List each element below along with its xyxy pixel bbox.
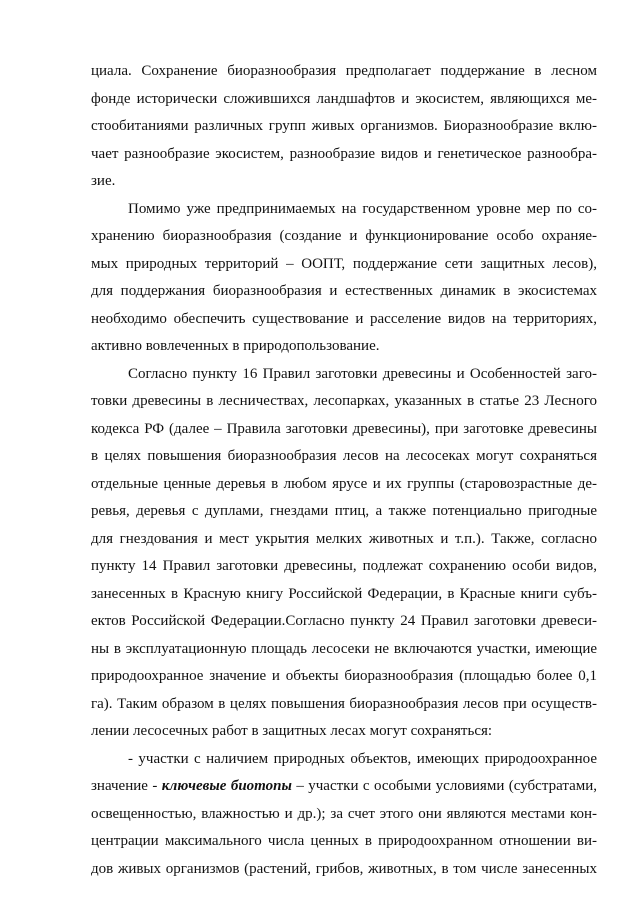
text-line: хранению биоразнообразия (создание и функционирование особо охраняе-: [91, 228, 597, 244]
text-line: природоохранное значение и объекты биоразнообразия (площадью более 0,1: [91, 668, 597, 684]
text-line: Согласно пункту 16 Правил заготовки древесины и Особенностей заго-: [128, 365, 597, 382]
text-line: освещенностью, влажностью и др.); за счет этого они являются местами кон-: [91, 805, 597, 822]
text-line: лении лесосечных работ в защитных лесах могут сохраняться:: [91, 723, 493, 739]
text-line: кодекса РФ (далее – Правила заготовки древесины), при заготовке древесины: [91, 420, 597, 437]
body-text: [91, 58, 597, 883]
text-line: ны в эксплуатационную площадь лесосеки не включаются участки, имеющие: [91, 640, 597, 657]
text-line: занесенных в Красную книгу Российской Федерации, в Красные книги субъ-: [91, 585, 597, 602]
text-line: центрации максимального числа ценных в природоохранном отношении ви-: [91, 833, 597, 849]
text-line: фонде исторически сложившихся ландшафтов и экосистем, являющихся ме-: [91, 90, 597, 107]
text-line: циала. Сохранение биоразнообразия предполагает поддержание в лесном: [91, 63, 597, 79]
text-line: дов живых организмов (растений, грибов, животных, в том числе занесенных: [91, 860, 597, 877]
text-line: зие.: [91, 173, 116, 189]
text-line: чает разнообразие экосистем, разнообразие видов и генетическое разнообра-: [91, 145, 597, 162]
text-fragment: – участки с особыми условиями (субстратами,: [291, 778, 597, 794]
text-line: необходимо обеспечить существование и расселение видов на территориях,: [91, 310, 597, 327]
text-line: для гнездования и мест укрытия мелких животных и т.п.). Также, согласно: [91, 530, 597, 547]
text-line: мых природных территорий – ООПТ, поддержание сети защитных лесов),: [91, 255, 597, 272]
text-line: ектов Российской Федерации.Согласно пункту 24 Правил заготовки древеси-: [91, 613, 597, 629]
text-fragment: значение -: [91, 778, 162, 794]
text-line: стообитаниями различных групп живых организмов. Биоразнообразие вклю-: [91, 118, 597, 134]
text-line: в целях повышения биоразнообразия лесов на лесосеках могут сохраняться: [91, 448, 597, 464]
text-line: ревья, деревья с дуплами, гнездами птиц, а также потенциально пригодные: [91, 503, 597, 519]
text-line: Помимо уже предпринимаемых на государственном уровне мер по со-: [128, 200, 597, 217]
text-line: - участки с наличием природных объектов, имеющих природоохранное: [128, 750, 597, 767]
text-line: отдельные ценные деревья в любом ярусе и их группы (старовозрастные де-: [91, 475, 597, 492]
text-line: [91, 773, 597, 801]
text-line: товки древесины в лесничествах, лесопарках, указанных в статье 23 Лесного: [91, 393, 597, 409]
text-line: пункту 14 Правил заготовки древесины, подлежат сохранению особи видов,: [91, 558, 597, 574]
text-line: га). Таким образом в целях повышения биоразнообразия лесов при осуществ-: [91, 695, 597, 712]
text-line: активно вовлеченных в природопользование.: [91, 338, 380, 354]
text-line: для поддержания биоразнообразия и естественных динамик в экосистемах: [91, 283, 597, 299]
key-term: ключевые биотопы: [161, 778, 292, 794]
